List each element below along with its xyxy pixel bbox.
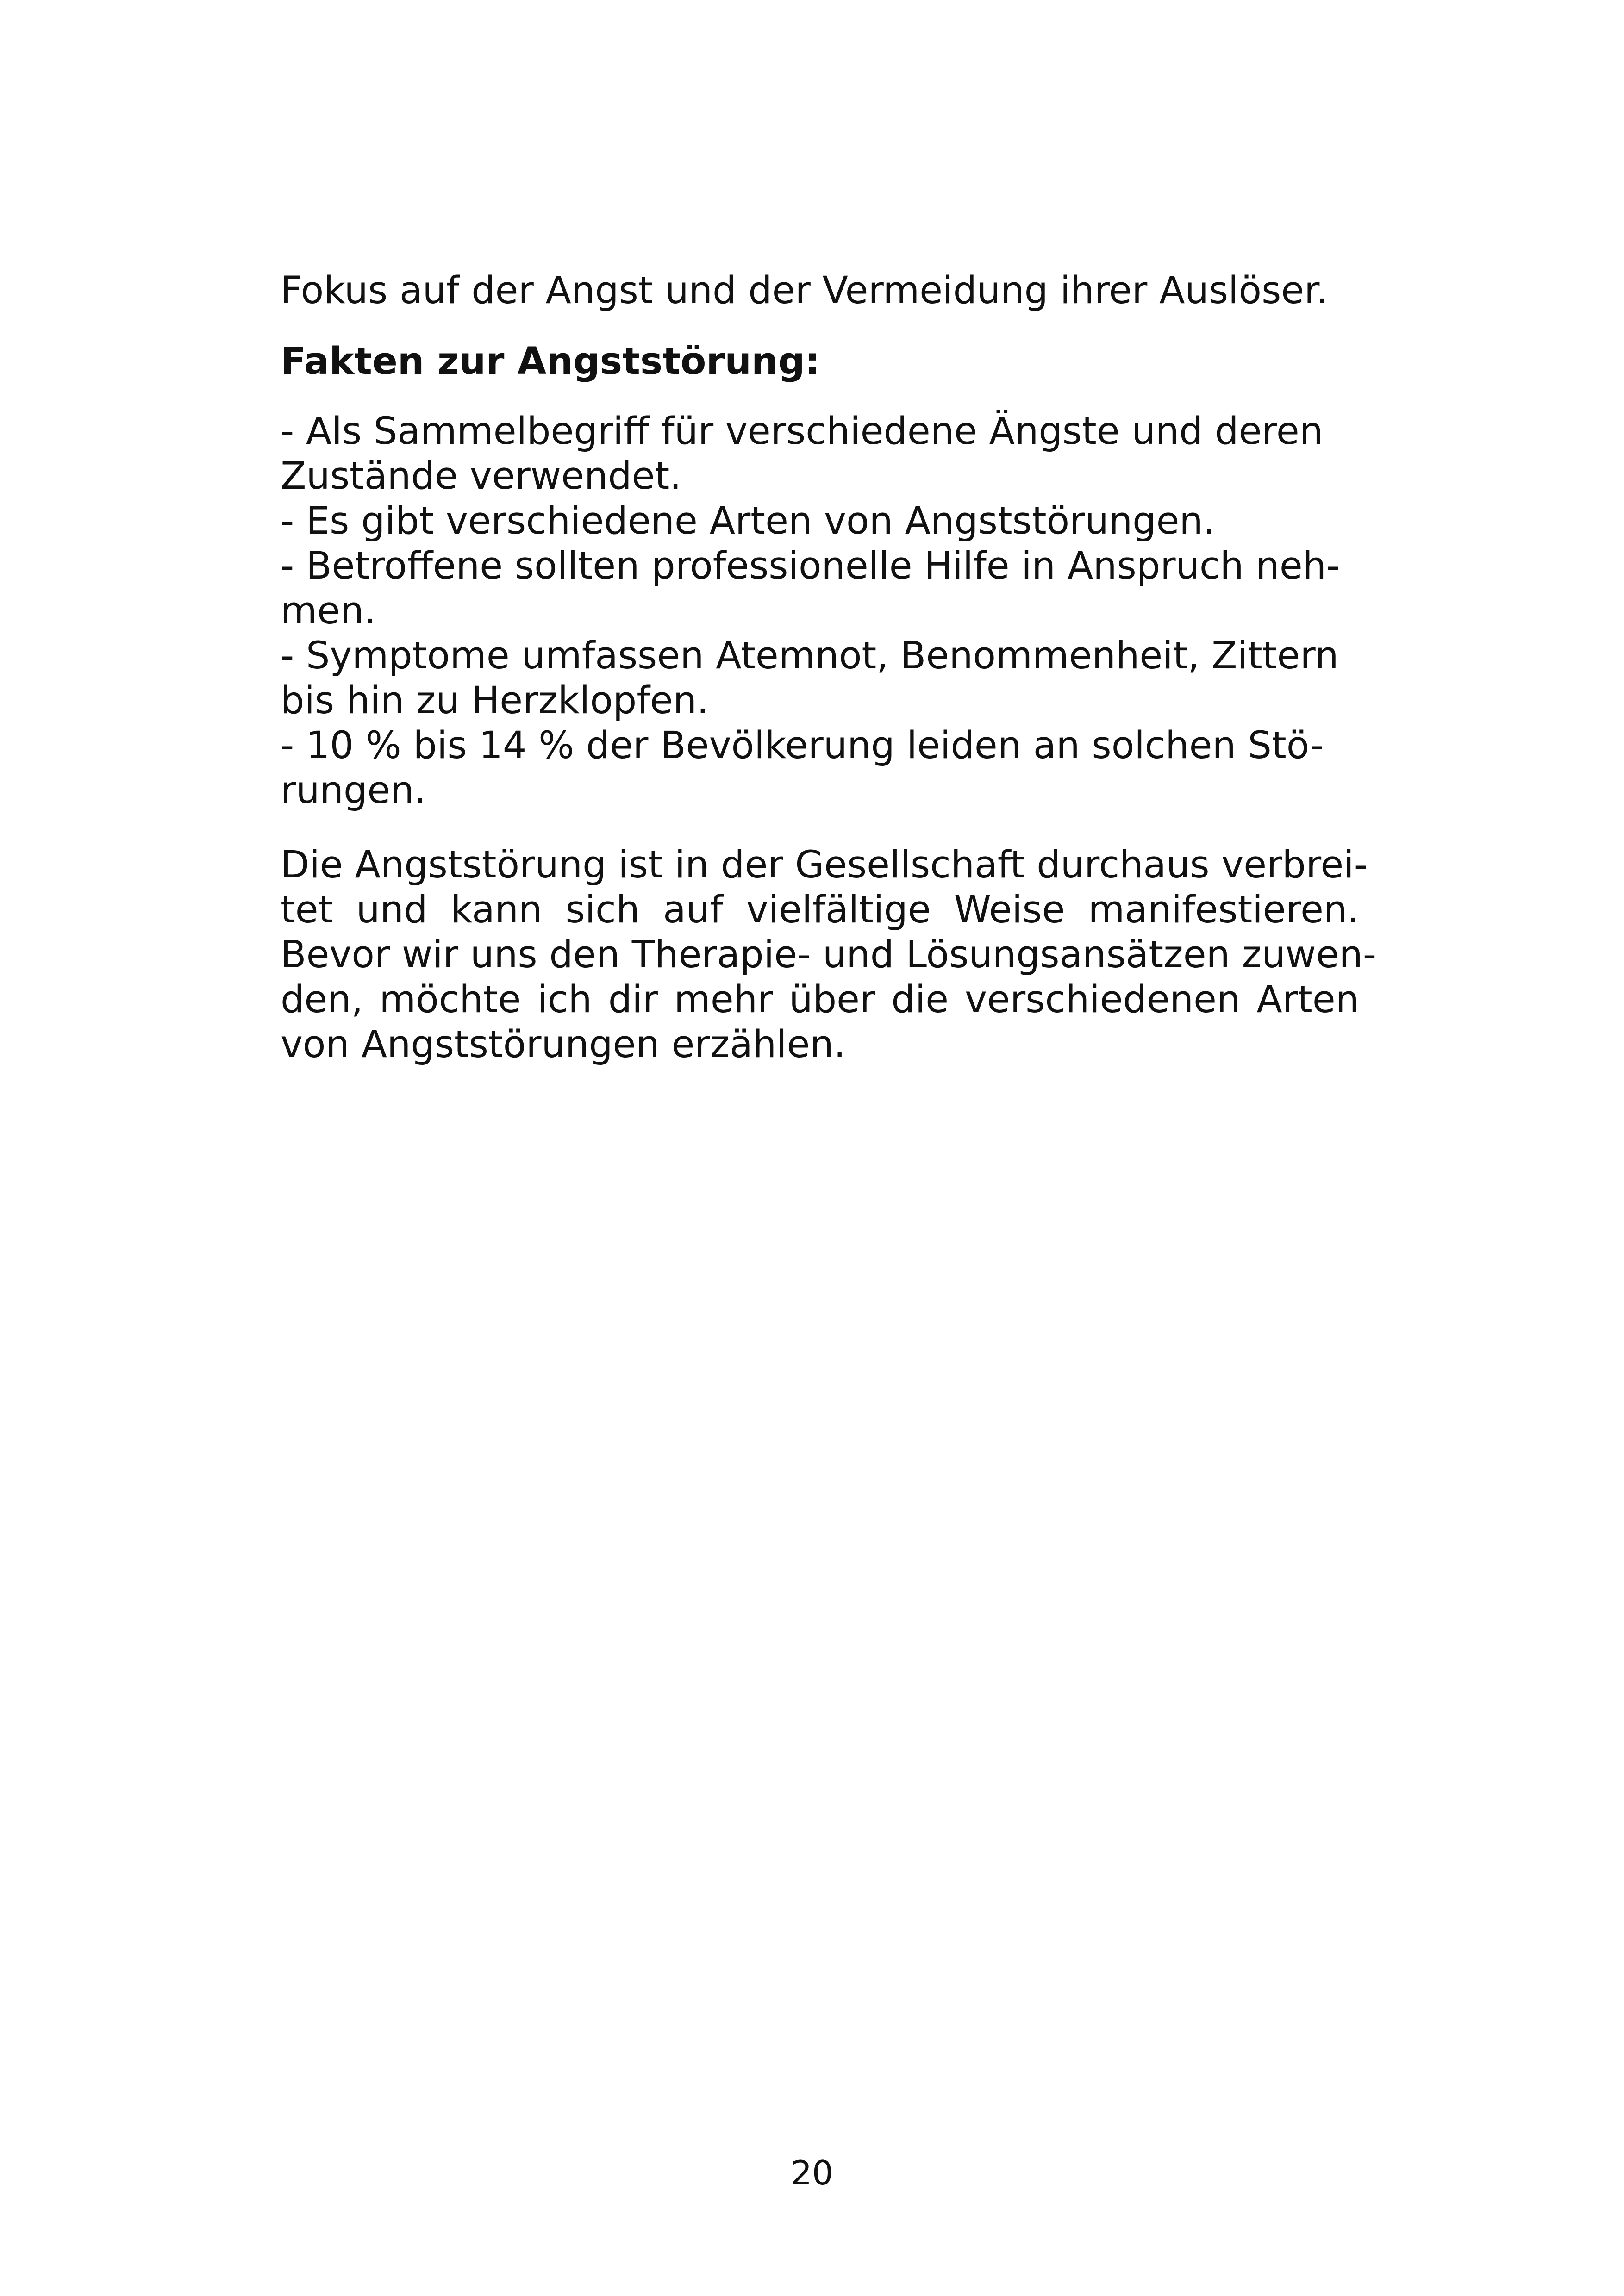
facts-line: bis hin zu Herzklopfen. xyxy=(281,679,709,722)
facts-line: - Es gibt verschiedene Arten von Angststörungen. xyxy=(281,499,1215,543)
paragraph-line: Die Angststörung ist in der Gesellschaft durchaus verbrei- xyxy=(281,843,1368,887)
facts-line: - Als Sammelbegriff für verschiedene Ängste und deren xyxy=(281,410,1324,453)
page-body xyxy=(281,268,1377,1067)
facts-line: rungen. xyxy=(281,769,426,812)
body-paragraph xyxy=(281,843,1377,1067)
facts-line: - Symptome umfassen Atemnot, Benommenheit, Zittern xyxy=(281,634,1339,678)
paragraph-line: Bevor wir uns den Therapie- und Lösungsansätzen zuwen- xyxy=(281,933,1377,977)
intro-line: Fokus auf der Angst und der Vermeidung ihrer Auslöser. xyxy=(281,269,1328,312)
facts-line: men. xyxy=(281,589,376,633)
paragraph-line: den, möchte ich dir mehr über die verschiedenen Arten xyxy=(281,978,1359,1021)
paragraph-line: tet und kann sich auf vielfältige Weise manifestieren. xyxy=(281,888,1359,932)
facts-line: - 10 % bis 14 % der Bevölkerung leiden an solchen Stö- xyxy=(281,724,1324,767)
facts-line: Zustände verwendet. xyxy=(281,454,682,498)
section-heading: Fakten zur Angststörung: xyxy=(281,340,820,383)
facts-line: - Betroffene sollten professionelle Hilfe in Anspruch neh- xyxy=(281,544,1340,588)
page-number: 20 xyxy=(791,2153,833,2192)
paragraph-line: von Angststörungen erzählen. xyxy=(281,1023,846,1066)
facts-list xyxy=(281,409,1359,813)
